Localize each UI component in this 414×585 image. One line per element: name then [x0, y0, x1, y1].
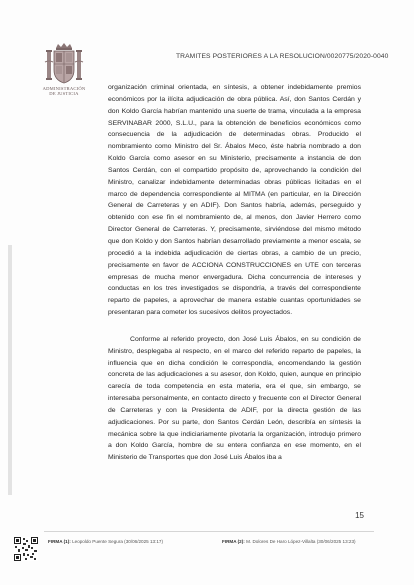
crest-caption: [34, 86, 94, 97]
case-reference-header: TRAMITES POSTERIORES A LA RESOLUCION/0020775/2020-0040: [176, 53, 389, 60]
signature-2: [222, 539, 356, 544]
signature-2-text: M. Dolores De Haro López-Villalta (30/06/2025 13:23): [246, 539, 356, 544]
document-body: [108, 82, 361, 464]
qr-code-icon: [14, 537, 38, 561]
crest-caption-line1: ADMINISTRACIÓN: [42, 86, 86, 91]
signature-1-label: FIRMA (1):: [48, 539, 71, 544]
crest-caption-line2: DE JUSTICIA: [49, 91, 79, 97]
footer-divider: [44, 531, 374, 532]
page-number: 15: [355, 511, 364, 520]
signature-2-label: FIRMA (2):: [222, 539, 245, 544]
paragraph-2: Conforme al referido proyecto, don José Luis Ábalos, en su condición de Ministro, desplegaba al respecto, en el marco del referido reparto de papeles, la influencia que en dicha condición le correspondía, encomendando la gestión concreta de las adjudicaciones a su asesor, don Koldo, quien, aunque en principio carecía de toda competencia en esta materia, era el que, sin embargo, se interesaba personalmente, en contacto directo y frecuente con el Director General de Carreteras y con la Presidenta de ADIF, por la directa gestión de las adjudicaciones. Por su parte, don Santos Cerdán León, describía en síntesis la mecánica sobre la que indiciariamente pivotaría la organización, introdujo primero a don Koldo García, hombre de su entera confianza en ese momento, en el Ministerio de Transportes que don José Luis Ábalos iba a: [108, 335, 361, 462]
coat-of-arms-icon: [44, 42, 84, 86]
signature-1-text: Leopoldo Puente Segura (30/06/2025 13:17): [72, 539, 164, 544]
margin-mark: [8, 245, 12, 495]
signature-1: [48, 539, 163, 544]
paragraph-1: organización criminal orientada, en síntesis, a obtener indebidamente premios económicos por la ilícita adjudicación de obra pública. Así, don Santos Cerdán y don Koldo García habrían mantenido una suerte de trama, vinculada a la empresa SERVINABAR 2000, S.L.U., para la obtención de beneficios económicos como consecuencia de la adjudicación de determinadas obras. Producido el nombramiento como Ministro del Sr. Ábalos Meco, éste habría nombrado a don Koldo García como asesor en su Ministerio, precisamente a instancia de don Santos Cerdán, con el compartido propósito de, aprovechando la condición del Ministro, canalizar indebidamente determinadas obras públicas licitadas en el marco de dependencia correspondiente al MITMA (en particular, en la Dirección General de Carreteras y en ADIF). Don Santos habría, además, perseguido y obtenido con ese fin el nombramiento de, al menos, don Javier Herrero como Director General de Carreteras. Y, precisamente, sirviéndose del mismo método que don Koldo y don Santos habrían desarrollado previamente a menor escala, se procedió a la indebida adjudicación de ciertas obras, a cambio de un precio, precisamente en favor de ACCIONA CONSTRUCCIONES en UTE con terceras empresas de mucha menor envergadura. Dicha concurrencia de intereses y conductas en los tres investigados se dispondría, a través del correspondiente reparto de papeles, a aprovechar de manera estable cuantas oportunidades se presentaran para cometer los sucesivos delitos proyectados.: [108, 84, 361, 317]
